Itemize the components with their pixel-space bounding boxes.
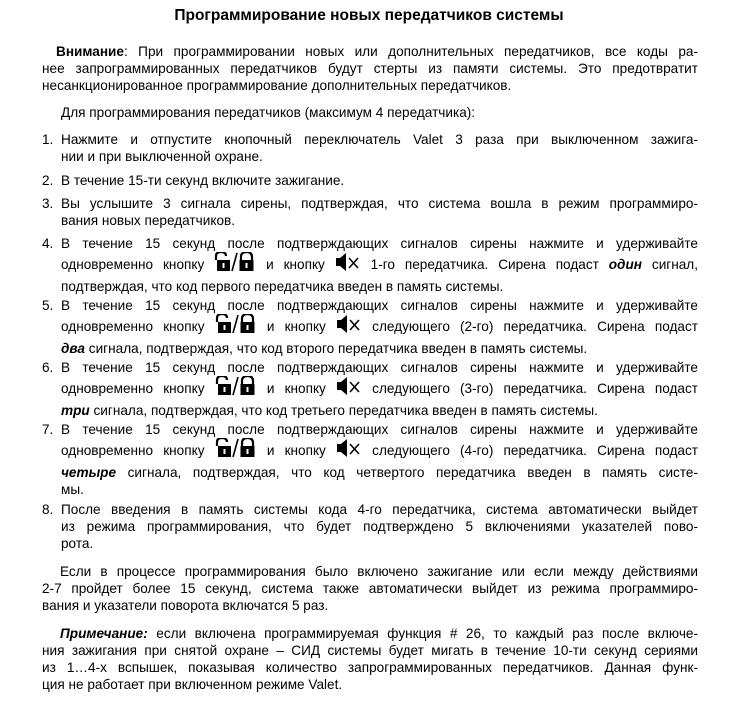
step-line: Вы услышите 3 сигнала сирены, подтверждая, что система вошла в режим программиро- (61, 196, 698, 211)
note-line-2: ния зажигания при снятой охране – СИД системы будет мигать в течение 10-ти секунд сериями (42, 643, 698, 658)
emphasis-count: три (61, 403, 90, 418)
list-item-2 (42, 172, 698, 189)
exit-line-1: Если в процессе программирования было включено зажигание или если между действиями (60, 564, 698, 579)
step-text: и кнопку (266, 319, 326, 334)
step-number: 5. (42, 298, 54, 313)
step-line: В течение 15 секунд после подтверждающих сигналов сирены нажмите и удерживайте (61, 360, 698, 375)
warning-line-2: нее запрограммированных передатчиков будут стерты из памяти системы. Это предотвратит (42, 61, 698, 76)
step-line: сигнала, подтверждая, что код четвертого передатчика введен в память систе- (127, 465, 698, 480)
step-number: 6. (42, 360, 54, 375)
list-item-5 (42, 297, 698, 357)
lock-unlock-button-icon (215, 438, 257, 464)
mute-siren-button-icon (336, 438, 362, 464)
step-text: и кнопку (266, 257, 325, 272)
step-number: 4. (42, 236, 54, 251)
intro-text: Для программирования передатчиков (максимум 4 передатчика): (61, 105, 476, 120)
exit-line-3: вания и указатели поворота включатся 5 раз. (42, 598, 329, 613)
warning-label: Внимание (56, 44, 124, 59)
note-line-1: если включена программируемая функция # 26, то каждый раз после включе- (156, 626, 698, 641)
step-text: одновременно кнопку (61, 319, 205, 334)
step-line: нии и при выключенной охране. (61, 149, 263, 164)
list-item-8 (42, 501, 698, 552)
warning-line-3: несанкционированное программирование дополнительных передатчиков. (42, 78, 512, 93)
mute-siren-button-icon (336, 376, 362, 402)
list-item-1 (42, 131, 698, 165)
step-text: одновременно кнопку (61, 257, 205, 272)
step-line: из режима программирования, что будет подтверждено 5 включениями указателей пово- (61, 519, 698, 534)
step-line: Нажмите и отпустите кнопочный переключатель Valet 3 раза при выключенном зажига- (61, 132, 698, 147)
step-text: следующего (4-го) передатчика. Сирена подаст (372, 443, 698, 458)
emphasis-count: четыре (61, 465, 117, 480)
step-text: следующего (2-го) передатчика. Сирена подаст (372, 319, 698, 334)
step-line: подтверждая, что код первого передатчика введен в память системы. (61, 279, 504, 294)
note-label: Примечание: (60, 626, 148, 641)
step-text: и кнопку (266, 443, 326, 458)
exit-paragraph (42, 563, 698, 614)
mute-siren-button-icon (335, 252, 361, 278)
warning-line-1: : При программировании новых или дополнительных передатчиков, все коды ра- (123, 44, 698, 59)
lock-unlock-button-icon (215, 376, 257, 402)
step-text: 1-го передатчика. Сирена подаст (370, 257, 599, 272)
step-text: и кнопку (266, 381, 326, 396)
page-title: Программирование новых передатчиков системы (174, 7, 564, 24)
step-line: В течение 15 секунд после подтверждающих сигналов сирены нажмите и удерживайте (61, 422, 698, 437)
step-line: В течение 15 секунд после подтверждающих сигналов сирены нажмите и удерживайте (61, 298, 698, 313)
lock-unlock-button-icon (214, 252, 256, 278)
step-line: В течение 15 секунд после подтверждающих сигналов сирены нажмите и удерживайте (61, 236, 698, 251)
step-line: сигнала, подтверждая, что код третьего передатчика введен в память системы. (93, 403, 598, 418)
list-item-3 (42, 195, 698, 229)
list-item-4 (42, 235, 699, 295)
step-line: мы. (61, 482, 84, 497)
step-number: 7. (42, 422, 54, 437)
step-line: сигнала, подтверждая, что код второго передатчика введен в память системы. (88, 341, 588, 356)
lock-unlock-button-icon (215, 314, 257, 340)
emphasis-count: два (61, 341, 85, 356)
list-item-7 (42, 421, 698, 498)
step-line: В течение 15-ти секунд включите зажигание. (61, 173, 345, 188)
mute-siren-button-icon (336, 314, 362, 340)
exit-line-2: 2-7 пройдет более 15 секунд, система также автоматически выйдет из режима программиро- (42, 581, 698, 596)
step-number: 3. (42, 196, 54, 211)
step-number: 1. (42, 132, 54, 147)
step-number: 8. (42, 502, 54, 517)
step-text: одновременно кнопку (61, 381, 205, 396)
step-line: рота. (61, 536, 94, 551)
step-text: сигнал, (651, 257, 699, 272)
emphasis-count: один (608, 257, 642, 272)
note-paragraph (42, 625, 698, 693)
step-text: одновременно кнопку (61, 443, 205, 458)
step-line: После введения в память системы кода 4-го передатчика, система автоматически выйдет (61, 502, 698, 517)
warning-paragraph (42, 43, 698, 94)
note-line-4: ция не работает при включенном режиме Valet. (42, 677, 343, 692)
note-line-3: из 1…4-х вспышек, показывая количество запрограммированных передатчиков. Данная функ- (42, 660, 698, 675)
step-line: вания новых передатчиков. (61, 213, 235, 228)
step-text: следующего (3-го) передатчика. Сирена подаст (372, 381, 698, 396)
list-item-6 (42, 359, 698, 419)
step-number: 2. (42, 173, 54, 188)
